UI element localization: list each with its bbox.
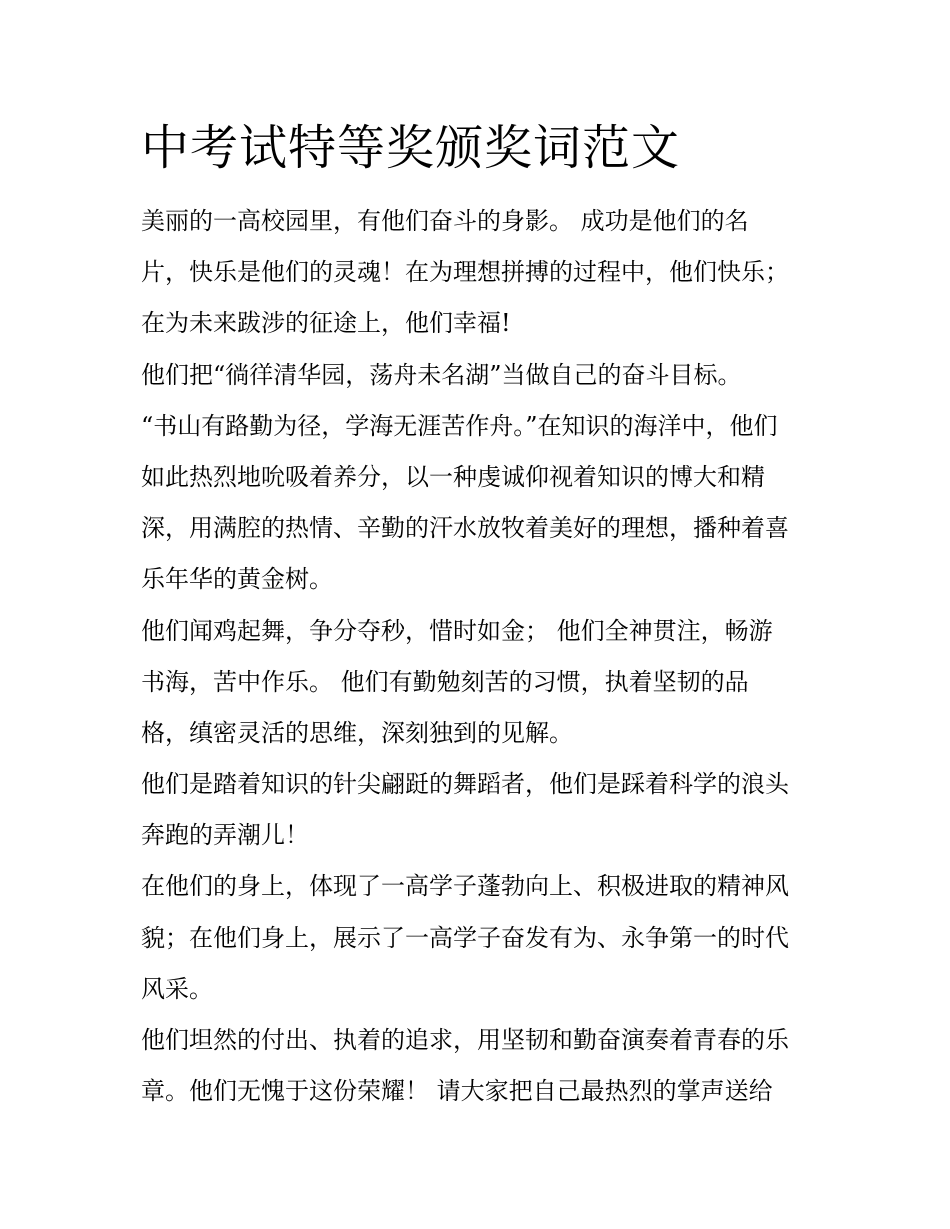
text-line: 他们把“徜徉清华园，荡舟未名湖”当做自己的奋斗目标。: [141, 360, 742, 389]
text-line: 片，快乐是他们的灵魂！在为理想拼搏的过程中，他们快乐；: [141, 258, 789, 287]
text-line: 风采。: [141, 974, 213, 1003]
text-line: 他们是踏着知识的针尖翩跹的舞蹈者，他们是踩着科学的浪头: [141, 770, 789, 799]
text-line: 深，用满腔的热情、辛勤的汗水放牧着美好的理想，播种着喜: [141, 514, 789, 543]
text-line: 书海，苦中作乐。 他们有勤勉刻苦的习惯，执着坚韧的品: [141, 667, 749, 696]
text-line: “书山有路勤为径，学海无涯苦作舟。”在知识的海洋中，他们: [141, 411, 778, 440]
text-line: 如此热烈地吮吸着养分，以一种虔诚仰视着知识的博大和精: [141, 462, 765, 491]
text-line: 格，缜密灵活的思维，深刻独到的见解。: [141, 718, 573, 747]
text-line: 奔跑的弄潮儿！: [141, 821, 309, 850]
text-line: 章。他们无愧于这份荣耀！ 请大家把自己最热烈的掌声送给: [141, 1077, 773, 1106]
text-line: 在他们的身上，体现了一高学子蓬勃向上、积极进取的精神风: [141, 872, 789, 901]
document-title: 中考试特等奖颁奖词范文: [141, 120, 681, 176]
text-line: 乐年华的黄金树。: [141, 565, 333, 594]
text-line: 貌；在他们身上，展示了一高学子奋发有为、永争第一的时代: [141, 923, 789, 952]
text-line: 美丽的一高校园里，有他们奋斗的身影。 成功是他们的名: [141, 207, 749, 235]
text-line: 在为未来跋涉的征途上，他们幸福!: [141, 309, 511, 338]
text-line: 他们坦然的付出、执着的追求，用坚韧和勤奋演奏着青春的乐: [141, 1026, 789, 1054]
text-line: 他们闻鸡起舞，争分夺秒，惜时如金； 他们全神贯注，畅游: [141, 616, 773, 645]
document-body: [141, 196, 821, 1117]
